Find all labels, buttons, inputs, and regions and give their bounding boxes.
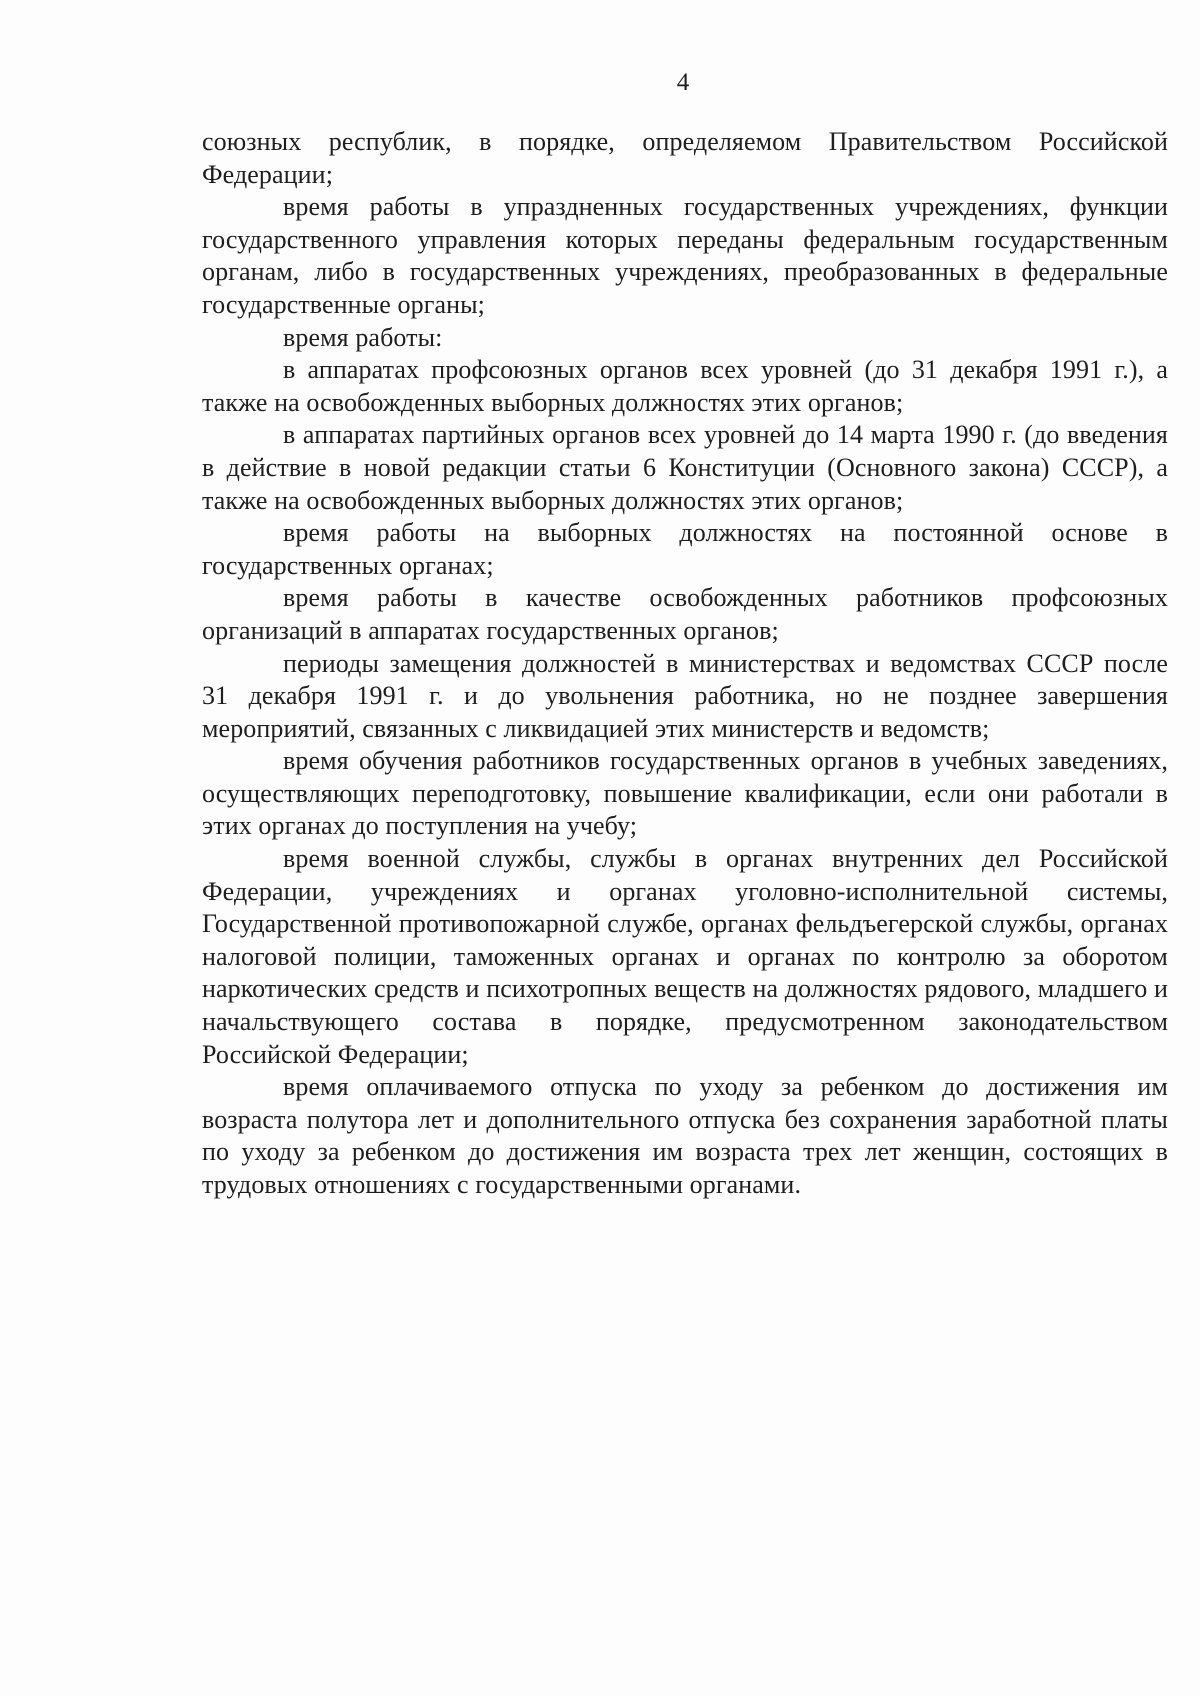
paragraph-parental-leave: время оплачиваемого отпуска по уходу за ребенком до достижения им возраста полутора лет и дополнительного отпуска без сохранения заработной платы по уходу за ребенком до достижения им возраста трех лет женщин, состоящих в трудовых отношениях с государственными органами. bbox=[202, 1072, 1168, 1199]
paragraph-elected-positions: время работы на выборных должностях на постоянной основе в государственных органах; bbox=[202, 518, 1168, 580]
paragraph-party-apparatus: в аппаратах партийных органов всех уровней до 14 марта 1990 г. (до введения в действие в новой редакции статьи 6 Конституции (Основного закона) СССР), а также на освобожденных выборных должностях этих органов; bbox=[202, 420, 1168, 515]
paragraph-work-time-heading: время работы: bbox=[283, 322, 443, 352]
paragraph-continuation: союзных республик, в порядке, определяемом Правительством Российской Федерации; bbox=[202, 127, 1168, 189]
paragraph-released-union-workers: время работы в качестве освобожденных работников профсоюзных организаций в аппаратах государственных органов; bbox=[202, 583, 1168, 645]
paragraph-trade-union-apparatus: в аппаратах профсоюзных органов всех уровней (до 31 декабря 1991 г.), а также на освобожденных выборных должностях этих органов; bbox=[202, 355, 1168, 417]
paragraph-military-service: время военной службы, службы в органах внутренних дел Российской Федерации, учреждениях и органах уголовно-исполнительной системы, Государственной противопожарной службе, органах фельдъегерской службы, органах налоговой полиции, таможенных органах и органах по контролю за оборотом наркотических средств и психотропных веществ на должностях рядового, младшего и начальствующего состава в порядке, предусмотренном законодательством Российской Федерации; bbox=[202, 844, 1168, 1069]
document-body bbox=[202, 126, 1168, 1202]
page-number: 4 bbox=[676, 69, 690, 96]
paragraph-abolished-institutions: время работы в упраздненных государственных учреждениях, функции государственного управления которых переданы федеральным государственным органам, либо в государственных учреждениях, преобразованных в федеральные государственные органы; bbox=[202, 192, 1168, 319]
paragraph-training-time: время обучения работников государственных органов в учебных заведениях, осуществляющих переподготовку, повышение квалификации, если они работали в этих органах до поступления на учебу; bbox=[202, 746, 1168, 841]
paragraph-ussr-ministries: периоды замещения должностей в министерствах и ведомствах СССР после 31 декабря 1991 г. и до увольнения работника, но не позднее завершения мероприятий, связанных с ликвидацией этих министерств и ведомств; bbox=[202, 648, 1168, 743]
